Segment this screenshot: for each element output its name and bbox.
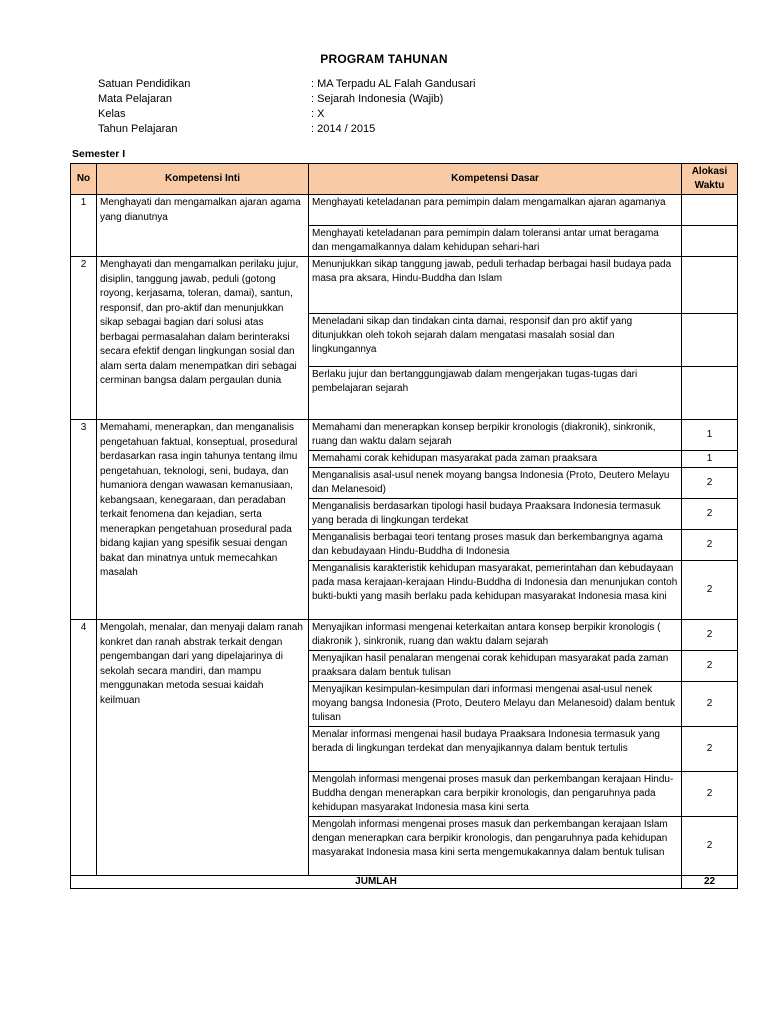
alokasi-waktu-cell: 2	[682, 620, 738, 651]
total-value: 22	[682, 876, 738, 889]
total-label: JUMLAH	[71, 876, 682, 889]
alokasi-waktu-cell	[682, 195, 738, 226]
table-row	[71, 620, 738, 651]
kompetensi-dasar-cell: Mengolah informasi mengenai proses masuk dan perkembangan kerajaan Hindu-Buddha dengan menerapkan cara berpikir kronologis, dan pengaruhnya pada kehidupan masyarakat Indonesia masa kini serta	[309, 772, 682, 817]
table-row	[71, 420, 738, 451]
document-info	[98, 77, 476, 137]
kompetensi-dasar-cell: Menunjukkan sikap tanggung jawab, peduli terhadap berbagai hasil budaya pada masa pra aksara, Hindu-Buddha dan Islam	[309, 257, 682, 314]
info-value: : Sejarah Indonesia (Wajib)	[311, 93, 444, 105]
alokasi-waktu-cell: 2	[682, 468, 738, 499]
kompetensi-inti-cell: Menghayati dan mengamalkan perilaku jujur, disiplin, tanggung jawab, peduli (gotong royong, kerjasama, toleran, damai), santun, responsif, dan pro-aktif dan menunjukkan sikap sebagai bagian dari solusi atas berbagai permasalahan dalam berinteraksi secara efektif dengan lingkungan sosial dan alam serta dalam menempatkan diri sebagai cerminan bangsa dalam pergaulan dunia	[97, 257, 309, 420]
info-row-kelas	[98, 107, 476, 122]
info-label: Tahun Pelajaran	[98, 123, 178, 135]
info-value: : X	[311, 108, 325, 120]
alokasi-waktu-cell: 2	[682, 530, 738, 561]
alokasi-waktu-cell	[682, 257, 738, 314]
row-number: 2	[71, 257, 97, 420]
program-table	[70, 163, 738, 889]
info-row-mapel	[98, 92, 476, 107]
kompetensi-inti-cell: Memahami, menerapkan, dan menganalisis pengetahuan faktual, konseptual, prosedural berdasarkan rasa ingin tahunya tentang ilmu pengetahuan, teknologi, seni, budaya, dan humaniora dengan wawasan kemanusiaan, kebangsaan, kenegaraan, dan peradaban terkait fenomena dan kejadian, serta menerapkan pengetahuan prosedural pada bidang kajian yang spesifik sesuai dengan bakat dan minatnya untuk memecahkan masalah	[97, 420, 309, 620]
alokasi-waktu-cell	[682, 367, 738, 420]
semester-label: Semester I	[72, 148, 126, 160]
kompetensi-dasar-cell: Menghayati keteladanan para pemimpin dalam mengamalkan ajaran agamanya	[309, 195, 682, 226]
kompetensi-dasar-cell: Meneladani sikap dan tindakan cinta damai, responsif dan pro aktif yang ditunjukkan oleh tokoh sejarah dalam mengatasi masalah sosial dan lingkungannya	[309, 314, 682, 367]
header-alokasi-line2: Waktu	[694, 180, 725, 191]
info-label: Satuan Pendidikan	[98, 78, 191, 90]
kompetensi-dasar-cell: Mengolah informasi mengenai proses masuk dan perkembangan kerajaan Islam dengan menerapkan cara berpikir kronologis, dan pengaruhnya pada kehidupan masyarakat Indonesia masa kini serta mengemukakannya dalam bentuk tulisan	[309, 817, 682, 876]
row-number: 4	[71, 620, 97, 876]
alokasi-waktu-cell: 2	[682, 772, 738, 817]
kompetensi-dasar-cell: Menyajikan informasi mengenai keterkaitan antara konsep berpikir kronologis ( diakronik ), sinkronik, ruang dan waktu dalam sejarah	[309, 620, 682, 651]
row-number: 3	[71, 420, 97, 620]
kompetensi-dasar-cell: Menganalisis asal-usul nenek moyang bangsa Indonesia (Proto, Deutero Melayu dan Melanesoid)	[309, 468, 682, 499]
alokasi-waktu-cell: 2	[682, 499, 738, 530]
kompetensi-inti-cell: Menghayati dan mengamalkan ajaran agama yang dianutnya	[97, 195, 309, 257]
info-label: Kelas	[98, 108, 126, 120]
page-title: PROGRAM TAHUNAN	[320, 52, 448, 66]
alokasi-waktu-cell: 2	[682, 651, 738, 682]
table-row	[71, 257, 738, 314]
alokasi-waktu-cell: 1	[682, 451, 738, 468]
kompetensi-dasar-cell: Menganalisis berbagai teori tentang proses masuk dan berkembangnya agama dan kebudayaan Hindu-Buddha di Indonesia	[309, 530, 682, 561]
info-label: Mata Pelajaran	[98, 93, 172, 105]
alokasi-waktu-cell: 2	[682, 561, 738, 620]
alokasi-waktu-cell: 2	[682, 727, 738, 772]
kompetensi-dasar-cell: Menalar informasi mengenai hasil budaya Praaksara Indonesia termasuk yang berada di lingkungan terdekat dan menyajikannya dalam bentuk tertulis	[309, 727, 682, 772]
kompetensi-dasar-cell: Berlaku jujur dan bertanggungjawab dalam mengerjakan tugas-tugas dari pembelajaran sejarah	[309, 367, 682, 420]
row-number: 1	[71, 195, 97, 257]
kompetensi-dasar-cell: Menganalisis berdasarkan tipologi hasil budaya Praaksara Indonesia termasuk yang berada di lingkungan terdekat	[309, 499, 682, 530]
header-kompetensi-dasar: Kompetensi Dasar	[309, 164, 682, 195]
info-row-tahun	[98, 122, 476, 137]
info-row-satuan	[98, 77, 476, 92]
alokasi-waktu-cell: 2	[682, 682, 738, 727]
kompetensi-dasar-cell: Menyajikan kesimpulan-kesimpulan dari informasi mengenai asal-usul nenek moyang bangsa Indonesia (Proto, Deutero Melayu dan Melanesoid) dalam bentuk tulisan	[309, 682, 682, 727]
total-row	[71, 876, 738, 889]
info-value: : MA Terpadu AL Falah Gandusari	[311, 78, 476, 90]
kompetensi-inti-cell: Mengolah, menalar, dan menyaji dalam ranah konkret dan ranah abstrak terkait dengan pengembangan dari yang dipelajarinya di sekolah secara mandiri, dan mampu menggunakan metoda sesuai kaidah keilmuan	[97, 620, 309, 876]
kompetensi-dasar-cell: Menganalisis karakteristik kehidupan masyarakat, pemerintahan dan kebudayaan pada masa kerajaan-kerajaan Hindu-Buddha di Indonesia dan menunjukan contoh bukti-bukti yang masih berlaku pada kehidupan masyarakat Indonesia masa kini	[309, 561, 682, 620]
header-kompetensi-inti: Kompetensi Inti	[97, 164, 309, 195]
alokasi-waktu-cell	[682, 314, 738, 367]
header-no: No	[71, 164, 97, 195]
kompetensi-dasar-cell: Memahami dan menerapkan konsep berpikir kronologis (diakronik), sinkronik, ruang dan waktu dalam sejarah	[309, 420, 682, 451]
alokasi-waktu-cell: 1	[682, 420, 738, 451]
table-header-row	[71, 164, 738, 195]
kompetensi-dasar-cell: Menyajikan hasil penalaran mengenai corak kehidupan masyarakat pada zaman praaksara dalam bentuk tulisan	[309, 651, 682, 682]
info-value: : 2014 / 2015	[311, 123, 376, 135]
alokasi-waktu-cell: 2	[682, 817, 738, 876]
kompetensi-dasar-cell: Memahami corak kehidupan masyarakat pada zaman praaksara	[309, 451, 682, 468]
alokasi-waktu-cell	[682, 226, 738, 257]
table-row	[71, 195, 738, 226]
header-alokasi-waktu	[682, 164, 738, 195]
kompetensi-dasar-cell: Menghayati keteladanan para pemimpin dalam toleransi antar umat beragama dan mengamalkannya dalam kehidupan sehari-hari	[309, 226, 682, 257]
header-alokasi-line1: Alokasi	[691, 166, 728, 177]
